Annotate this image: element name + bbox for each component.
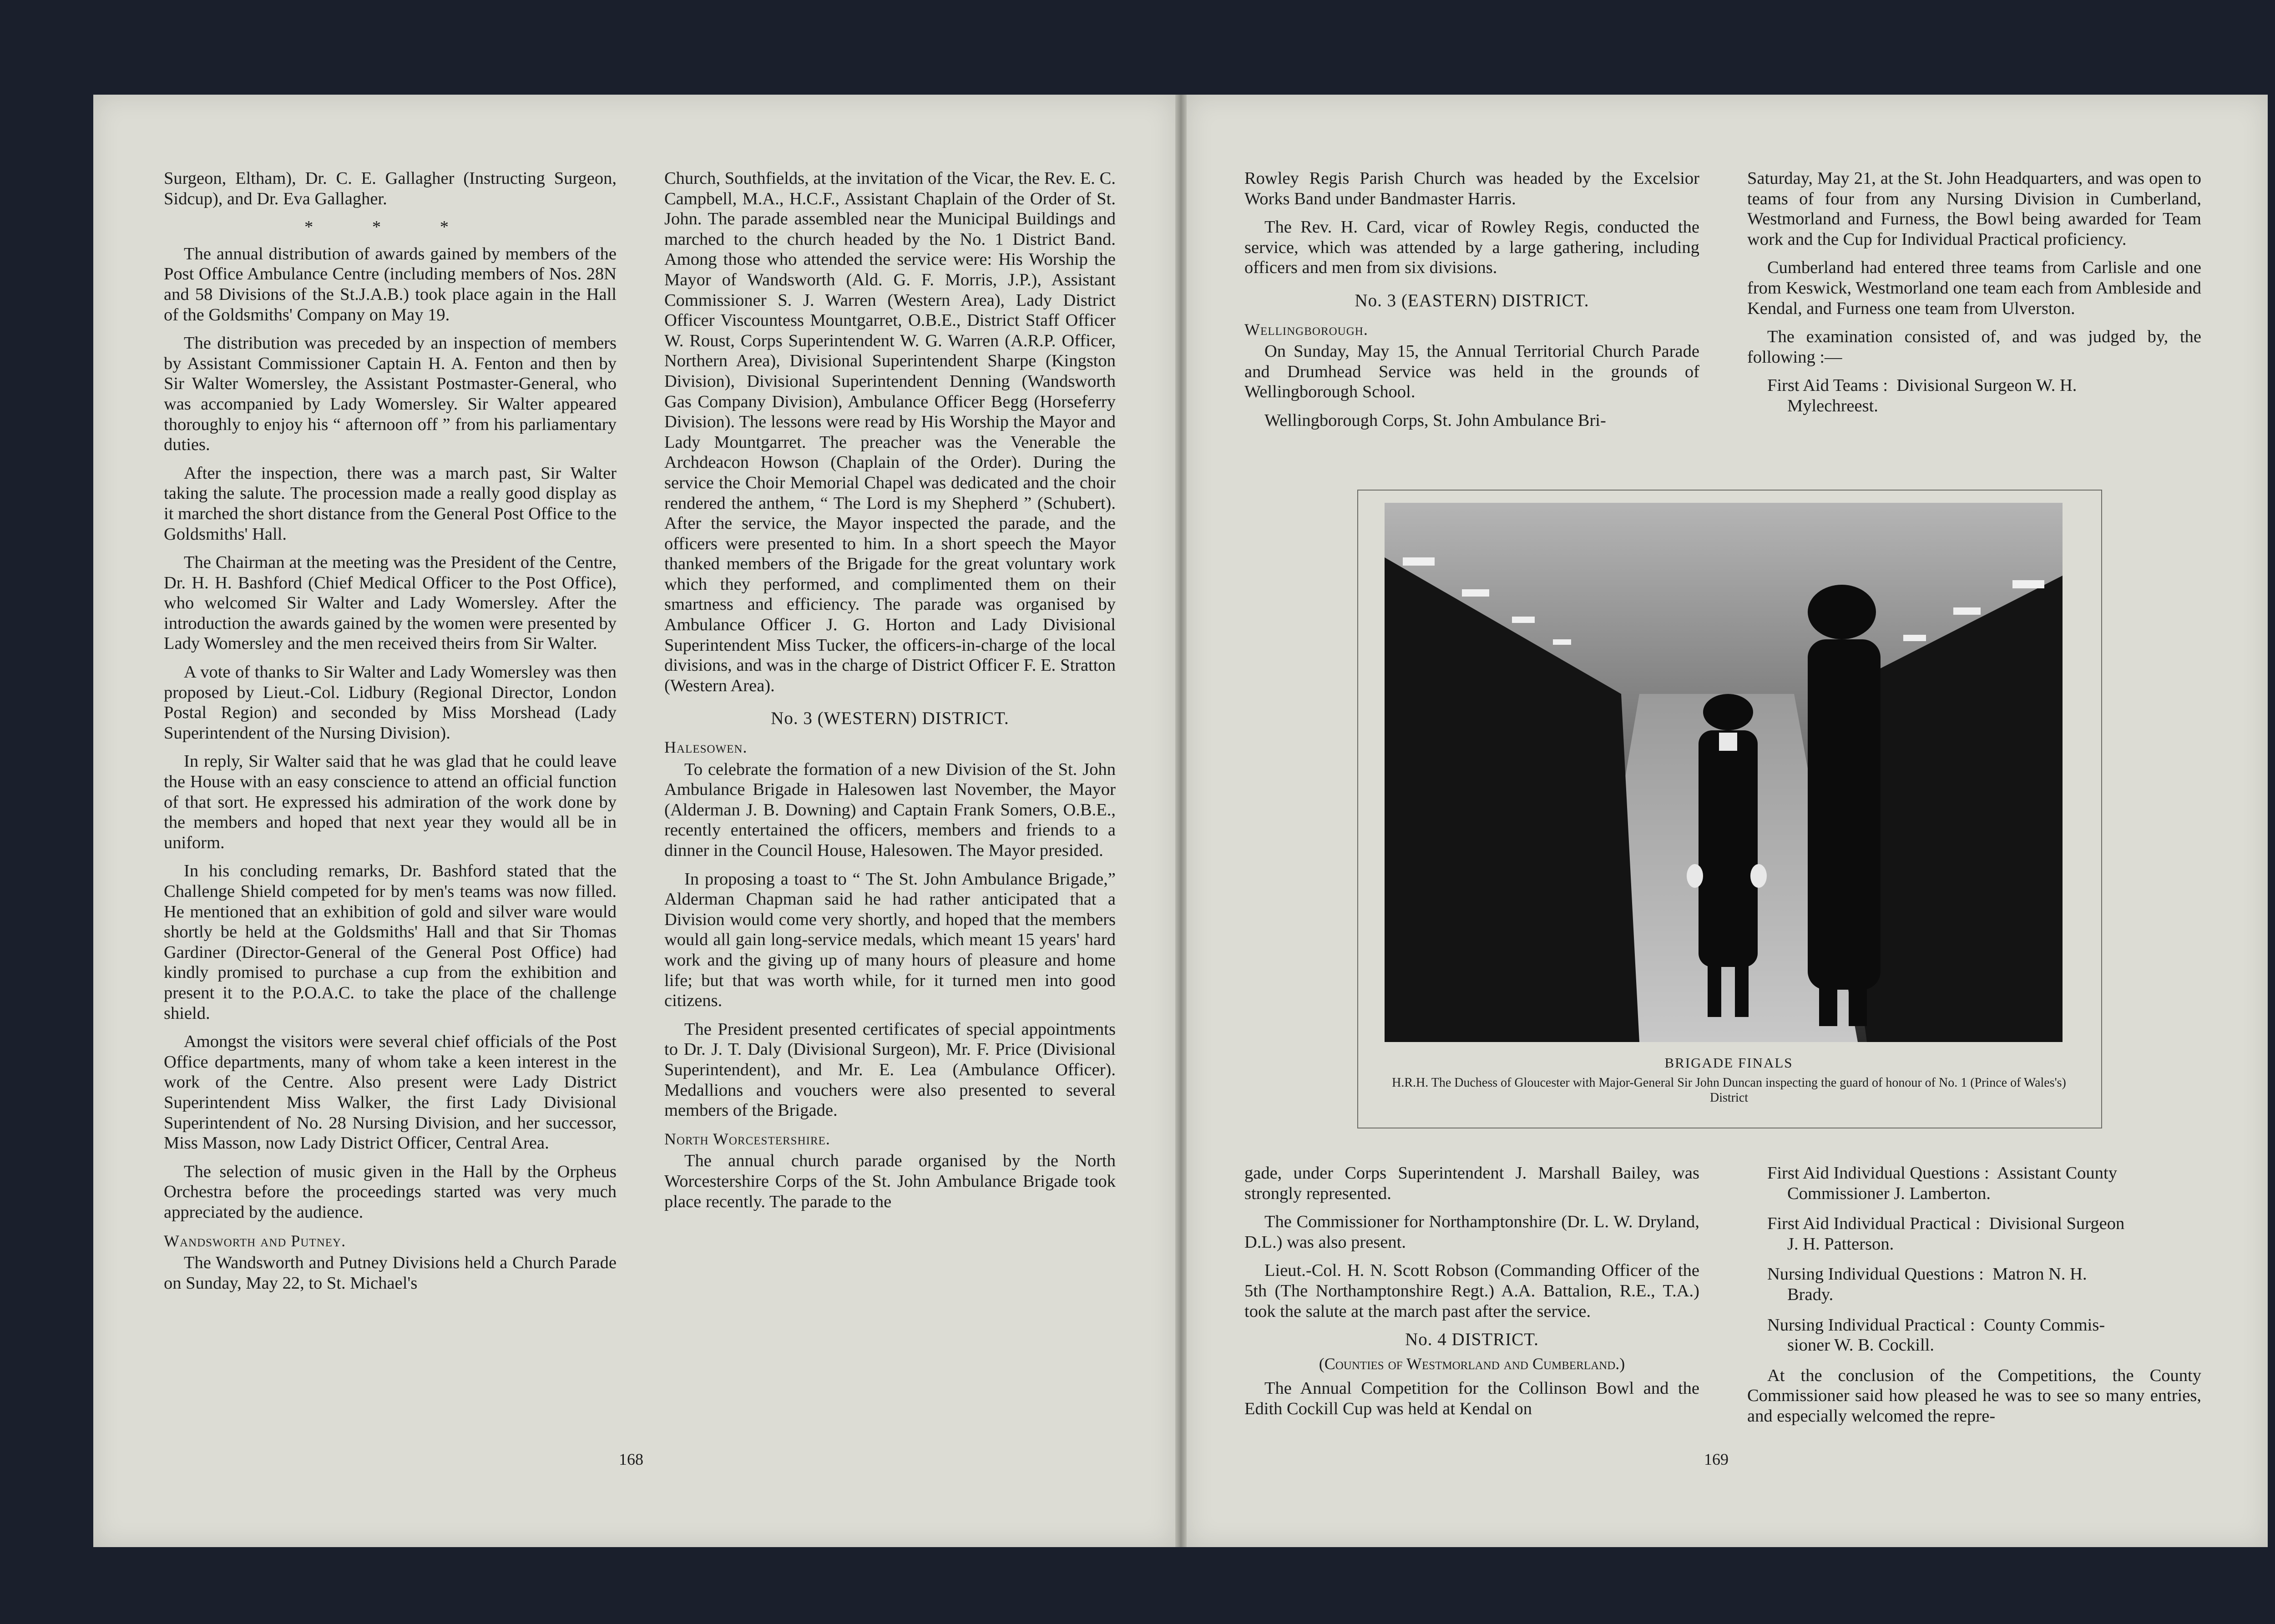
paragraph: In proposing a toast to “ The St. John Ambulance Brigade,” Alderman Chapman said he had rather anticipated that a Division would come very shortly, and hoped that the members would all gain long-service medals, which meant 15 years' hard work and the giving up of many hours of pleasure and home life; but that was worth while, for it turned men into good citizens. (664, 869, 1116, 1011)
section-heading: No. 3 (WESTERN) DISTRICT. (771, 708, 1009, 729)
judge-list-item (1747, 1214, 2201, 1254)
judge-role: First Aid Individual Practical : (1767, 1214, 1981, 1234)
page-gutter (1175, 95, 1187, 1547)
paragraph: The Chairman at the meeting was the President of the Centre, Dr. H. H. Bashford (Chief Medical Officer to the Post Office), who welcomed Sir Walter and Lady Womersley. After the introduction the awards gained by the women were presented by Lady Womersley and the men received theirs from Sir Walter. (164, 553, 617, 653)
paragraph: Lieut.-Col. H. N. Scott Robson (Commanding Officer of the 5th (The Northamptonshire Regt.) A.A. Battalion, R.E., T.A.) took the salute at the march past after the service. (1244, 1261, 1699, 1321)
judge-role: First Aid Individual Questions : (1767, 1164, 1989, 1183)
paragraph: To celebrate the formation of a new Division of the St. John Ambulance Brigade in Halesowen last November, the Mayor (Alderman J. B. Downing) and Captain Frank Somers, O.B.E., recently entertained the officers, members and friends to a dinner in the Council House, Halesowen. The Mayor presided. (664, 759, 1116, 860)
subheading: North Worcestershire. (664, 1129, 830, 1148)
subheading: (Counties of Westmorland and Cumberland.) (1319, 1354, 1625, 1373)
paragraph: The Annual Competition for the Collinson Bowl and the Edith Cockill Cup was held at Kendal on (1244, 1379, 1699, 1418)
paragraph: In reply, Sir Walter said that he was glad that he could leave the House with an easy conscience to attend an official function of that sort. He expressed his admiration of the work done by the members and hoped that next year they would all be in uniform. (164, 752, 617, 852)
judge-role: Nursing Individual Questions : (1767, 1265, 1984, 1284)
judge-name-cont: Brady. (1787, 1285, 1834, 1304)
paragraph: The selection of music given in the Hall by the Orpheus Orchestra before the proceedings started was very much appreciated by the audience. (164, 1162, 617, 1222)
paragraph: The examination consisted of, and was judged by, the following :— (1747, 327, 2201, 367)
page-number-left: 168 (619, 1450, 643, 1468)
subheading: Wellingborough. (1244, 320, 1368, 339)
paragraph: Rowley Regis Parish Church was headed by the Excelsior Works Band under Bandmaster Harris. (1244, 169, 1699, 208)
right-column-1-bottom (1244, 1163, 1699, 1427)
paragraph: The annual distribution of awards gained by members of the Post Office Ambulance Centre (including members of Nos. 28N and 58 Divisions of the St.J.A.B.) took place again in the Hall of the Goldsmiths' Company on May 19. (164, 244, 617, 324)
paragraph: A vote of thanks to Sir Walter and Lady Womersley was then proposed by Lieut.-Col. Lidbury (Regional Director, London Postal Region) and seconded by Miss Morshead (Lady Superintendent of the Nursing Division). (164, 663, 617, 743)
judge-list-item (1747, 1264, 2201, 1305)
paragraph: Wellingborough Corps, St. John Ambulance Bri- (1264, 410, 1606, 430)
paragraph: The Rev. H. Card, vicar of Rowley Regis, conducted the service, which was attended by a large gathering, including officers and men from six divisions. (1244, 218, 1699, 278)
brigade-finals-photo (1385, 503, 2063, 1042)
paragraph: After the inspection, there was a march past, Sir Walter taking the salute. The procession made a really good display as it marched the short distance from the General Post Office to the Goldsmiths' Hall. (164, 463, 617, 544)
section-heading: No. 3 (EASTERN) DISTRICT. (1355, 290, 1589, 310)
subheading: Wandsworth and Putney. (164, 1231, 346, 1250)
paragraph: gade, under Corps Superintendent J. Marshall Bailey, was strongly represented. (1244, 1164, 1699, 1203)
judge-list-item (1747, 1163, 2201, 1204)
right-column-1-top (1244, 168, 1699, 439)
paragraph: The President presented certificates of special appointments to Dr. J. T. Daly (Divisional Surgeon), Mr. F. Price (Divisional Superintendent), and Mr. E. Lea (Ambulance Officer). Medallions and vouchers were also presented to several members of the Brigade. (664, 1019, 1116, 1120)
section-heading: No. 4 DISTRICT. (1405, 1330, 1539, 1350)
judge-list-item (1747, 1315, 2201, 1356)
section-divider: * * * (304, 218, 476, 237)
judge-name: County Commis- (1983, 1315, 2105, 1335)
paragraph: In his concluding remarks, Dr. Bashford stated that the Challenge Shield competed for by men's teams was now filled. He mentioned that an exhibition of gold and silver ware would shortly be held at the Goldsmiths' Hall and that Sir Thomas Gardiner (Director-General of the General Post Office) had kindly promised to purchase a cup from the exhibition and present it to the P.O.A.C. to take the place of the challenge shield. (164, 861, 617, 1023)
paragraph: The distribution was preceded by an inspection of members by Assistant Commissioner Captain H. A. Fenton and then by Sir Walter Womersley, the Assistant Postmaster-General, who was accompanied by Lady Womersley. Sir Walter appeared thoroughly to enjoy his “ afternoon off ” from his parliamentary duties. (164, 334, 617, 455)
paragraph: Cumberland had entered three teams from Carlisle and one from Keswick, Westmorland one team each from Ambleside and Kendal, and Furness one team from Ulverston. (1747, 258, 2201, 318)
judge-name-cont: sioner W. B. Cockill. (1787, 1336, 1934, 1355)
photo-caption: H.R.H. The Duchess of Gloucester with Major-General Sir John Duncan inspecting the guard of honour of No. 1 (Prince of Wales's) District (1392, 1076, 2066, 1105)
judge-name: Assistant County (1997, 1164, 2118, 1183)
right-column-2-top (1747, 168, 2201, 426)
photo-caption-title: BRIGADE FINALS (1664, 1055, 1793, 1071)
paragraph: The Wandsworth and Putney Divisions held a Church Parade on Sunday, May 22, to St. Michael's (164, 1253, 617, 1293)
judge-role: First Aid Teams : (1767, 376, 1888, 395)
judge-name: Matron N. H. (1992, 1265, 2087, 1284)
paragraph: Surgeon, Eltham), Dr. C. E. Gallagher (Instructing Surgeon, Sidcup), and Dr. Eva Gallagher. (164, 169, 617, 208)
paragraph: The annual church parade organised by the North Worcestershire Corps of the St. John Ambulance Brigade took place recently. The parade to the (664, 1151, 1116, 1211)
judge-list-item (1747, 375, 2201, 416)
judge-name: Divisional Surgeon (1989, 1214, 2125, 1234)
paragraph: At the conclusion of the Competitions, the County Commissioner said how pleased he was to see so many entries, and especially welcomed the repre- (1747, 1366, 2201, 1426)
left-column-1 (164, 168, 617, 1301)
judge-name: Divisional Surgeon W. H. (1896, 376, 2077, 395)
judge-name-cont: Mylechreest. (1787, 396, 1878, 415)
left-column-2 (664, 168, 1116, 1220)
page-number-right: 169 (1704, 1450, 1729, 1468)
paragraph: On Sunday, May 15, the Annual Territorial Church Parade and Drumhead Service was held in the grounds of Wellingborough School. (1244, 342, 1699, 402)
inspection-photo-illustration (1385, 503, 2063, 1042)
subheading: Halesowen. (664, 738, 748, 757)
judge-role: Nursing Individual Practical : (1767, 1315, 1975, 1335)
judge-name-cont: Commissioner J. Lamberton. (1787, 1184, 1991, 1203)
paragraph: Saturday, May 21, at the St. John Headquarters, and was open to teams of four from any Nursing Division in Cumberland, Westmorland and Furness, the Bowl being awarded for Team work and the Cup for Individual Practical proficiency. (1747, 169, 2201, 249)
judge-name-cont: J. H. Patterson. (1787, 1234, 1894, 1254)
paragraph: The Commissioner for Northamptonshire (Dr. L. W. Dryland, D.L.) was also present. (1244, 1212, 1699, 1252)
right-column-2-bottom (1747, 1163, 2201, 1435)
paragraph: Church, Southfields, at the invitation of the Vicar, the Rev. E. C. Campbell, M.A., H.C.F., Assistant Chaplain of the Order of St. John. The parade assembled near the Municipal Buildings and marched to the church headed by the No. 1 District Band. Among those who attended the service were: His Worship the Mayor of Wandsworth (Ald. G. F. Morris, J.P.), Assistant Commissioner S. J. Warren (Western Area), Lady District Officer Viscountess Mountgarret, O.B.E., District Staff Officer W. Roust, Corps Superintendent W. G. Warren (A.R.P. Officer, Northern Area), Divisional Superintendent Sharpe (Kingston Division), Divisional Superintendent Denning (Wandsworth Gas Company Division), Ambulance Officer Begg (Horseferry Division). The lessons were read by His Worship the Mayor and Lady Mountgarret. The preacher was the Venerable the Archdeacon Howson (Chaplain of the Order). During the service the Choir Memorial Chapel was dedicated and the choir rendered the anthem, “ The Lord is my Shepherd ” (Schubert). After the service, the Mayor inspected the parade, and the officers were presented to him. In a short speech the Mayor thanked members of the Brigade for the great voluntary work which they performed, and complimented them on their smartness and efficiency. The parade was organised by Ambulance Officer J. G. Horton and Lady Divisional Superintendent Miss Tucker, the officers-in-charge of the local divisions, and was in the charge of District Officer F. E. Stratton (Western Area). (664, 169, 1116, 695)
paragraph: Amongst the visitors were several chief officials of the Post Office departments, many of whom take a keen interest in the work of the Centre. Also present were Lady District Superintendent Miss Walker, the first Lady Divisional Superintendent of No. 28 Nursing Division, and her successor, Miss Masson, now Lady District Officer, Central Area. (164, 1032, 617, 1153)
